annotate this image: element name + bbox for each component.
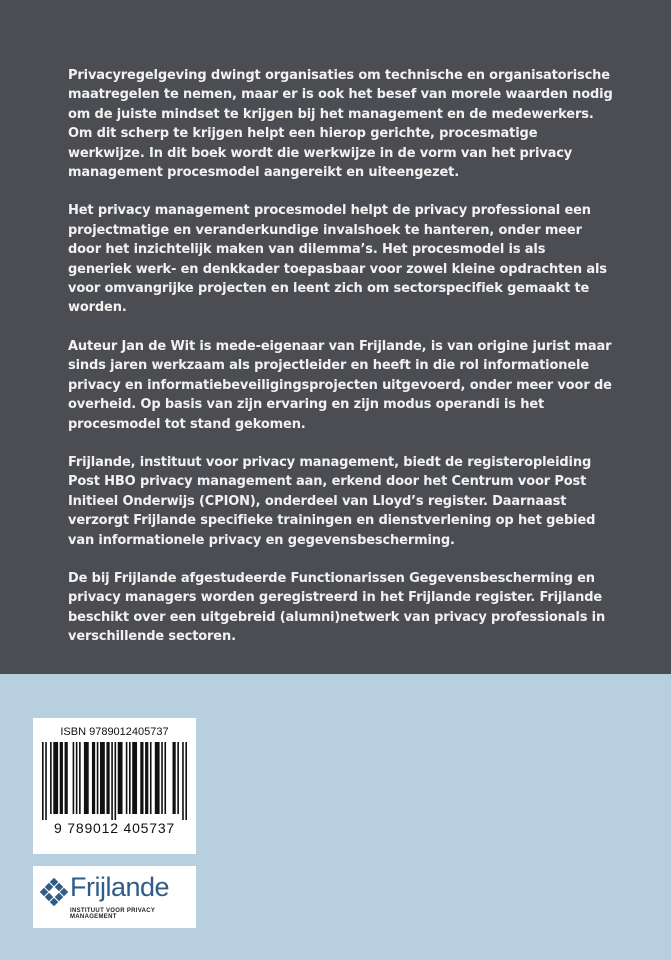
barcode-bar bbox=[60, 742, 63, 814]
diamond-dots-icon bbox=[39, 877, 69, 907]
paragraph-4: Frijlande, instituut voor privacy management, biedt de registeropleiding Post HBO privacy management aan, erkend door het Centrum voor Post Initieel Onderwijs (CPION), onderdeel van Lloyd’s register. Daarnaast verzorgt Frijlande specifieke trainingen en dienstverlening op het gebied van informationele privacy en gegevensbescherming. bbox=[68, 454, 596, 548]
barcode-bar bbox=[115, 742, 117, 820]
isbn-text: ISBN 9789012405737 bbox=[60, 726, 169, 738]
barcode-bar bbox=[126, 742, 128, 814]
barcode-bar bbox=[76, 742, 78, 814]
barcode-bar bbox=[53, 742, 58, 814]
barcode-bar bbox=[150, 742, 152, 814]
publisher-logo bbox=[33, 866, 196, 928]
barcode-bar bbox=[65, 742, 68, 814]
barcode-bar bbox=[177, 742, 179, 814]
barcode-bar bbox=[185, 742, 187, 820]
blurb-text bbox=[68, 66, 613, 666]
barcode-bar bbox=[140, 742, 143, 814]
barcode-bar bbox=[129, 742, 131, 814]
paragraph-2: Het privacy management procesmodel helpt de privacy professional een projectmatige en veranderkundige invalshoek te hanteren, onder meer door het inzichtelijk maken van dilemma’s. Het procesmodel is als generiek werk- en denkkader toepasbaar voor zowel kleine opdrachten als voor omvangrijke projecten en leent zich om sectorspecifiek gemaakt te worden. bbox=[68, 203, 607, 316]
barcode-bar bbox=[145, 742, 148, 814]
barcode-bar bbox=[106, 742, 109, 814]
logo-wordmark: Frijlande bbox=[70, 872, 170, 902]
barcode-bar bbox=[100, 742, 105, 814]
barcode-bar bbox=[97, 742, 99, 814]
barcode-bar bbox=[161, 742, 163, 814]
barcode-bar bbox=[164, 742, 166, 814]
paragraph-1: Privacyregelgeving dwingt organisaties om technische en organisatorische maatregelen te nemen, maar er is ook het besef van morele waarden nodig om de juiste mindset te krijgen bij het management en de medewerkers. Om dit scherp te krijgen helpt een hierop gerichte, procesmatige werkwijze. In dit boek wordt die werkwijze in de vorm van het privacy management procesmodel aangereikt en uiteengezet. bbox=[68, 68, 613, 181]
logo-tagline: INSTITUUT VOOR PRIVACY MANAGEMENT bbox=[70, 908, 156, 920]
barcode-bar bbox=[73, 742, 75, 814]
barcode-bar bbox=[45, 742, 47, 820]
barcode-digits: 9 789012 405737 bbox=[54, 820, 175, 836]
paragraph-3: Auteur Jan de Wit is mede-eigenaar van Frijlande, is van origine jurist maar sinds jaren werkzaam als projectleider en heeft in die rol informationele privacy en informatiebeveiligingsprojecten uitgevoerd, onder meer voor de overheid. Op basis van zijn ervaring en zijn modus operandi is het procesmodel tot stand gekomen. bbox=[68, 338, 612, 432]
barcode-bar bbox=[155, 742, 160, 814]
barcode-bar bbox=[92, 742, 95, 814]
barcode-bar bbox=[182, 742, 184, 820]
barcode-bar bbox=[50, 742, 52, 814]
paragraph-5: De bij Frijlande afgestudeerde Functionarissen Gegevensbescherming en privacy managers worden geregistreerd in het Frijlande register. Frijlande beschikt over een uitgebreid (alumni)netwerk van privacy professionals in verschillende sectoren. bbox=[68, 570, 606, 645]
barcode-bar bbox=[173, 742, 176, 814]
barcode-bar bbox=[132, 742, 137, 814]
barcode-bar bbox=[118, 742, 123, 814]
barcode-bar bbox=[111, 742, 113, 820]
barcode-icon bbox=[42, 742, 187, 820]
barcode-bar bbox=[42, 742, 44, 820]
barcode-bar bbox=[84, 742, 89, 814]
barcode-label bbox=[33, 718, 196, 854]
barcode-bar bbox=[79, 742, 81, 814]
